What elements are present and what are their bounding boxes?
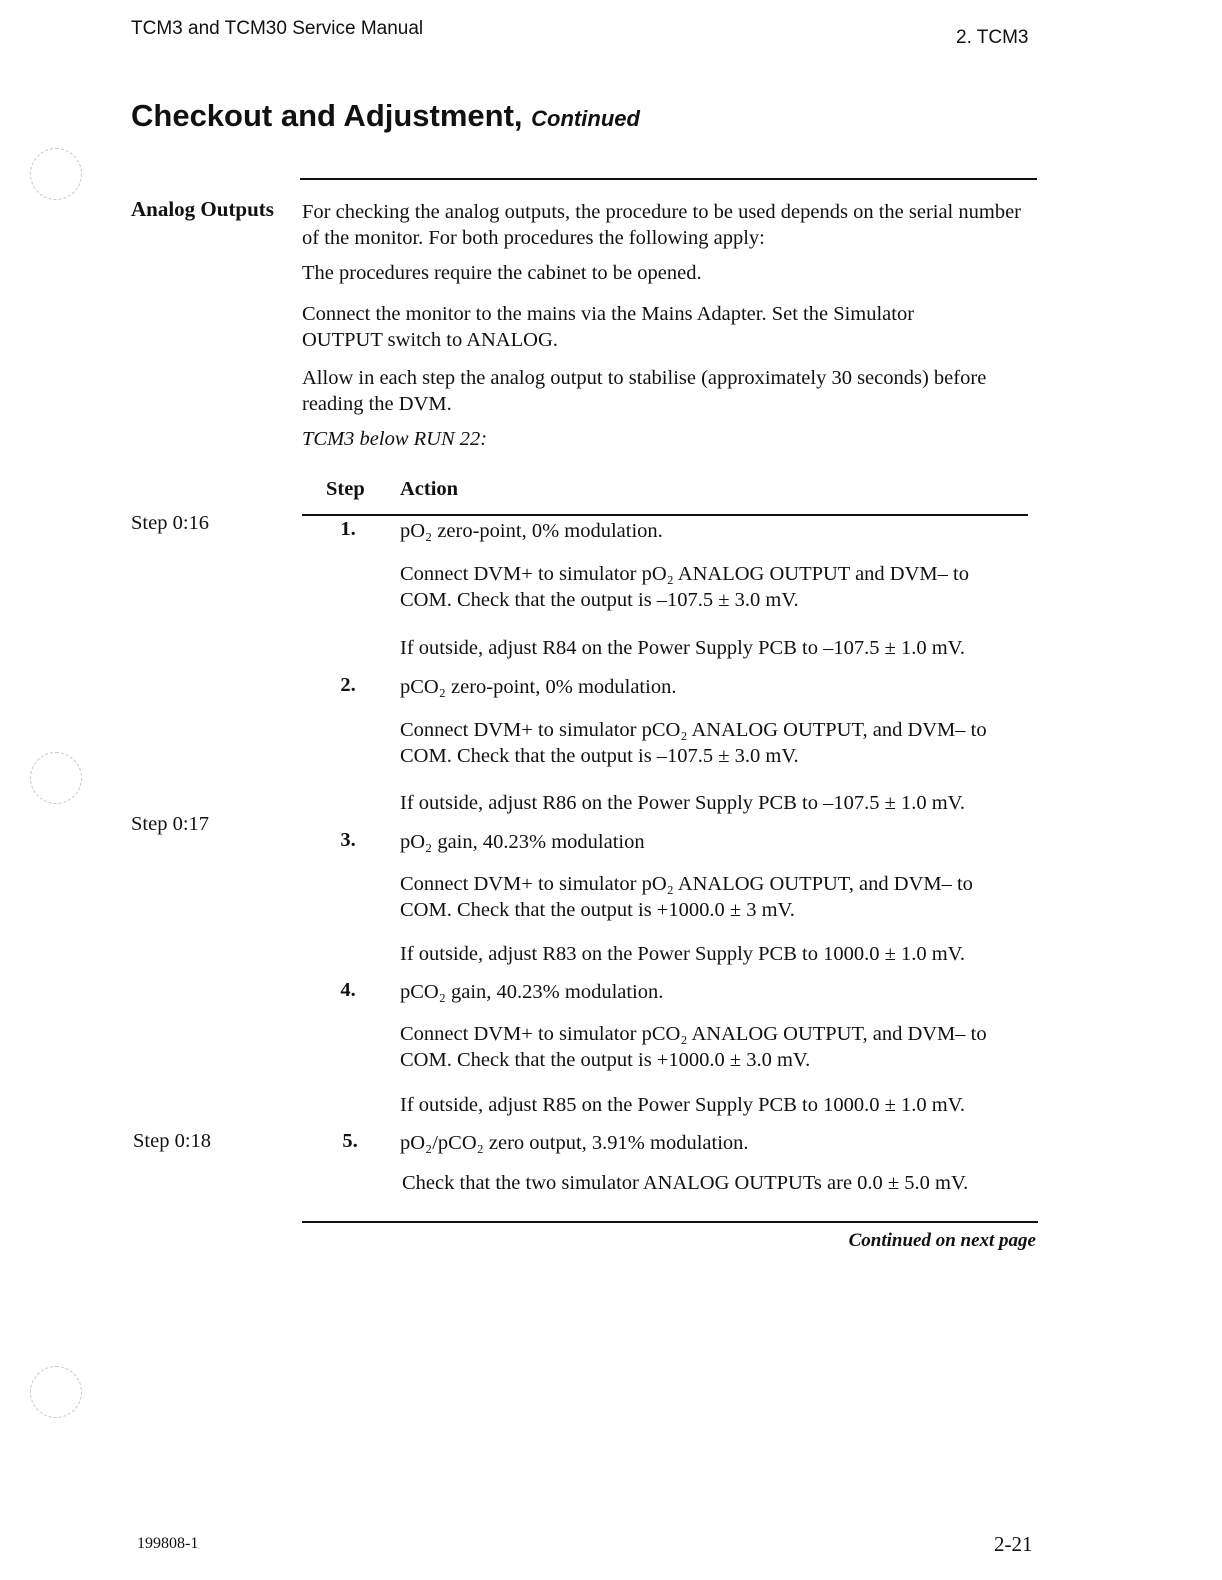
section-rule (300, 178, 1037, 180)
section-label: Analog Outputs (131, 197, 274, 221)
page-title-main: Checkout and Adjustment, (131, 98, 523, 133)
procedure-subheading: TCM3 below RUN 22: (302, 428, 488, 450)
step-title: pCO₂ gain, 40.23% modulation. (400, 981, 664, 1003)
intro-paragraph-2: The procedures require the cabinet to be opened. (302, 262, 702, 284)
binder-hole-middle (30, 752, 82, 804)
column-header-step: Step (326, 478, 365, 500)
continued-note: Continued on next page (848, 1230, 1036, 1251)
step-adjustment: If outside, adjust R86 on the Power Supply PCB to –107.5 ± 1.0 mV. (400, 792, 965, 814)
column-header-action: Action (400, 478, 459, 500)
step-title: pO₂ gain, 40.23% modulation (400, 831, 645, 853)
step-title: pO₂/pCO₂ zero output, 3.91% modulation. (400, 1132, 749, 1154)
side-label-step-0-18: Step 0:18 (133, 1130, 212, 1152)
table-bottom-rule (302, 1221, 1038, 1223)
step-instruction: Connect DVM+ to simulator pCO₂ ANALOG OUTPUT, and DVM– to COM. Check that the output is –107.5 ± 3.0 mV. (400, 719, 987, 767)
intro-paragraph-3: Connect the monitor to the mains via the Mains Adapter. Set the Simulator OUTPUT switch to ANALOG. (302, 303, 915, 351)
table-header-rule (302, 514, 1028, 516)
chapter-label: 2. TCM3 (956, 27, 1029, 48)
page-title-continued: Continued (531, 106, 640, 131)
document-number: 199808-1 (137, 1535, 199, 1552)
step-number: 1. (340, 518, 356, 540)
side-label-step-0-17: Step 0:17 (131, 813, 210, 835)
page-number: 2-21 (994, 1532, 1033, 1556)
step-number: 4. (340, 979, 356, 1001)
side-label-step-0-16: Step 0:16 (131, 512, 210, 534)
step-instruction: Connect DVM+ to simulator pCO₂ ANALOG OUTPUT, and DVM– to COM. Check that the output is +1000.0 ± 3.0 mV. (400, 1023, 987, 1071)
page-title (131, 98, 640, 134)
intro-paragraph-4: Allow in each step the analog output to stabilise (approximately 30 seconds) before reading the DVM. (302, 367, 987, 415)
step-adjustment: If outside, adjust R84 on the Power Supply PCB to –107.5 ± 1.0 mV. (400, 637, 965, 659)
step-instruction: Connect DVM+ to simulator pO₂ ANALOG OUTPUT and DVM– to COM. Check that the output is –107.5 ± 3.0 mV. (400, 563, 969, 611)
step-adjustment: If outside, adjust R83 on the Power Supply PCB to 1000.0 ± 1.0 mV. (400, 943, 965, 965)
step-number: 5. (342, 1130, 358, 1152)
manual-title: TCM3 and TCM30 Service Manual (131, 18, 424, 39)
step-title: pO₂ zero-point, 0% modulation. (400, 520, 663, 542)
step-instruction: Check that the two simulator ANALOG OUTPUTs are 0.0 ± 5.0 mV. (402, 1172, 969, 1194)
step-adjustment: If outside, adjust R85 on the Power Supply PCB to 1000.0 ± 1.0 mV. (400, 1094, 965, 1116)
step-instruction: Connect DVM+ to simulator pO₂ ANALOG OUTPUT, and DVM– to COM. Check that the output is +1000.0 ± 3 mV. (400, 873, 973, 921)
step-number: 3. (340, 829, 356, 851)
step-title: pCO₂ zero-point, 0% modulation. (400, 676, 677, 698)
binder-hole-top (30, 148, 82, 200)
intro-paragraph-1: For checking the analog outputs, the procedure to be used depends on the serial number of the monitor. For both procedures the following apply: (302, 201, 1022, 249)
step-number: 2. (340, 674, 356, 696)
binder-hole-bottom (30, 1366, 82, 1418)
